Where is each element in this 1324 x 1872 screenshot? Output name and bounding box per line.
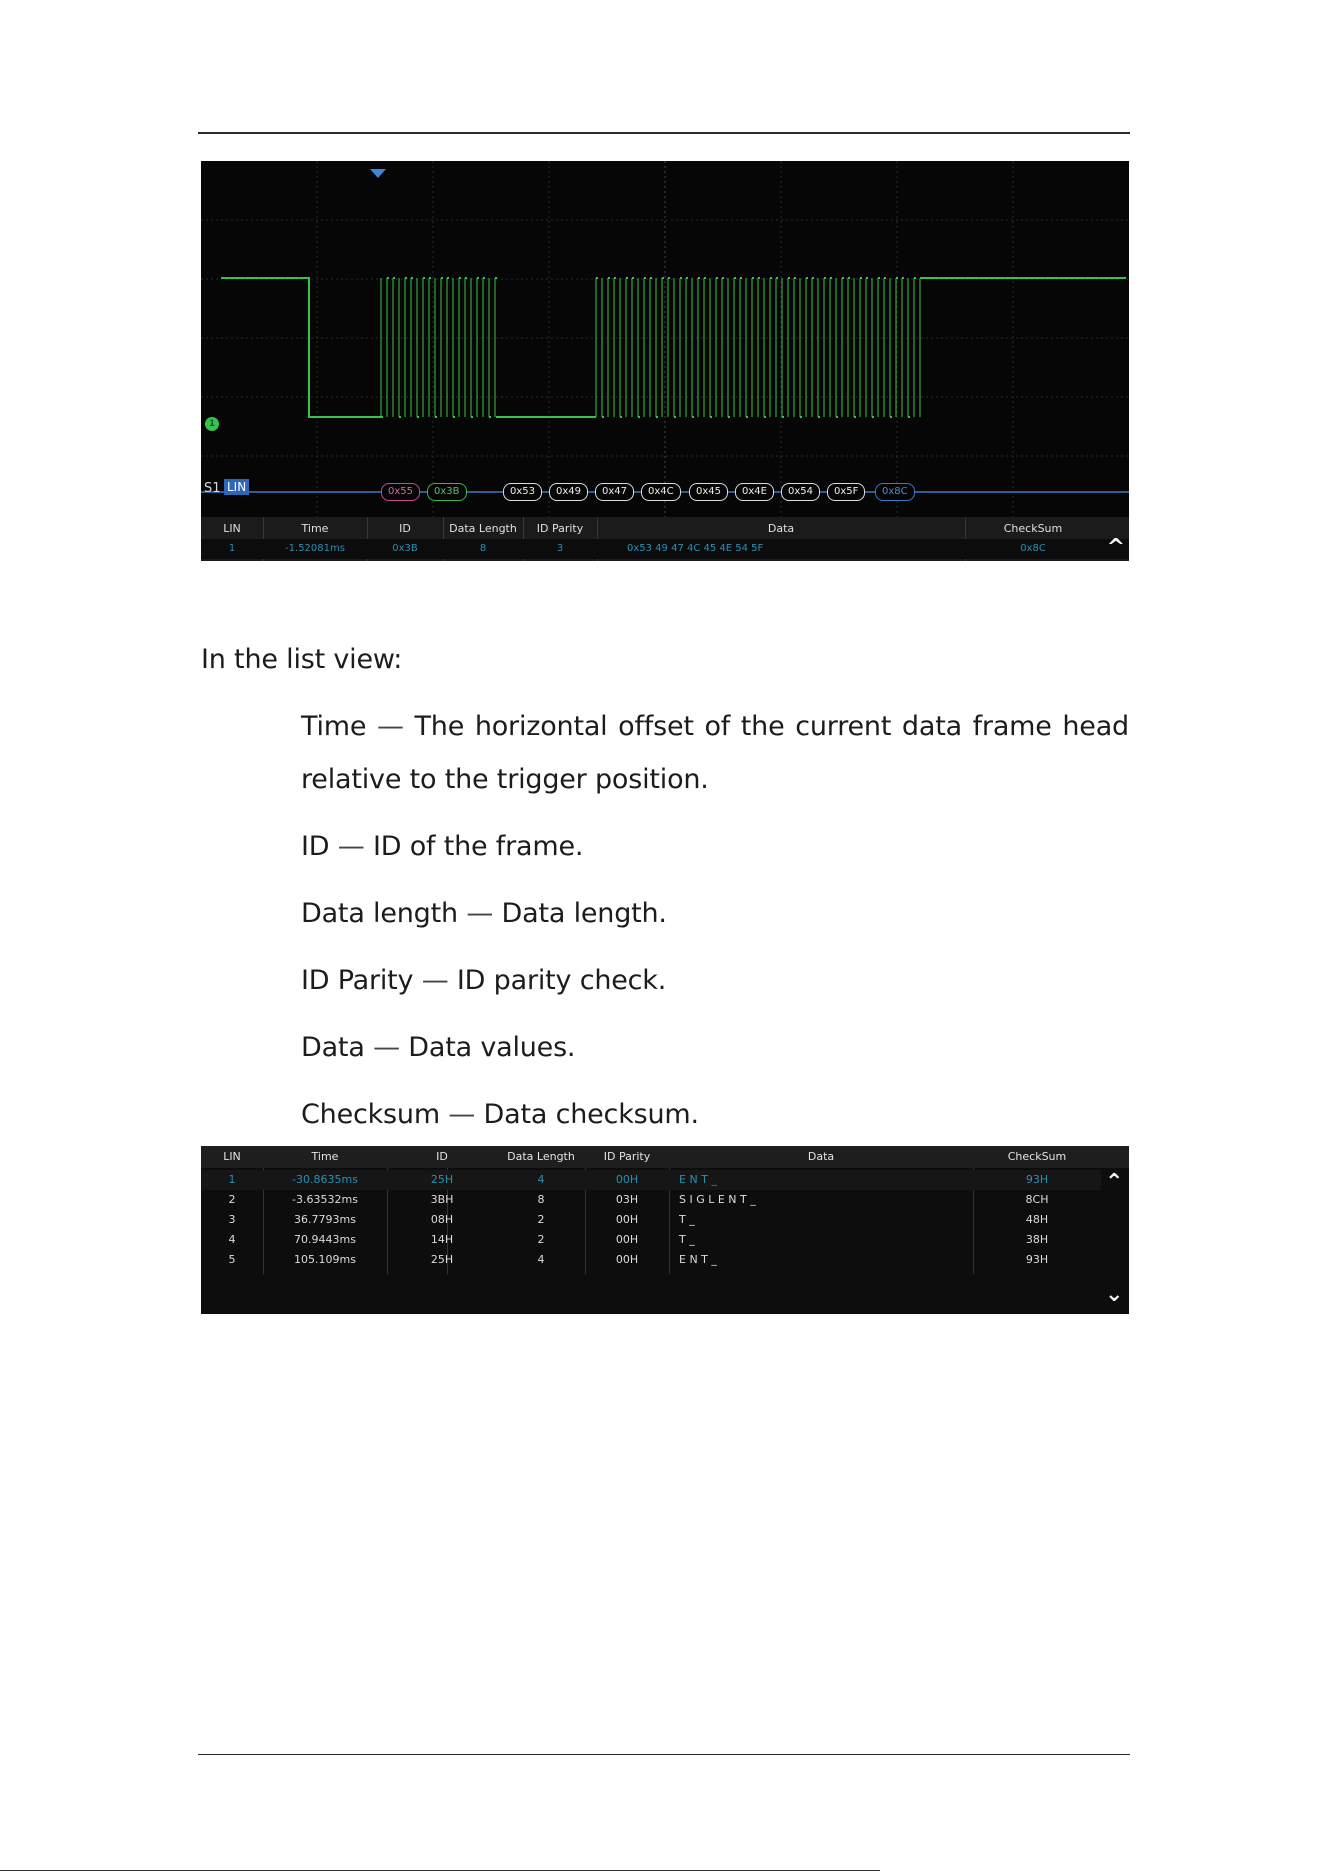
table-cell: 1 xyxy=(228,1173,236,1186)
table-cell: 0x8C xyxy=(1020,543,1046,554)
description: Data values. xyxy=(408,1032,576,1063)
bus-label: S1 xyxy=(204,481,221,496)
table-cell: 00H xyxy=(615,1213,639,1226)
frame-byte-chip: 0x53 xyxy=(503,483,542,501)
footer-rule xyxy=(198,1754,1130,1755)
table-cell: 2 xyxy=(537,1213,545,1226)
column-header: Time xyxy=(301,522,329,535)
definition-checksum xyxy=(301,1099,699,1130)
list-view-header xyxy=(201,1146,1129,1168)
table-cell: 70.9443ms xyxy=(294,1233,356,1246)
frame-byte-chip: 0x4C xyxy=(641,483,681,501)
table-cell: T _ xyxy=(679,1213,695,1226)
table-cell: 8 xyxy=(537,1193,545,1206)
page-bottom-rule xyxy=(0,1870,880,1871)
channel-level-marker[interactable]: 1 xyxy=(205,417,219,431)
waveform-area xyxy=(201,161,1129,517)
frame-byte-chip: 0x54 xyxy=(781,483,820,501)
definition-data xyxy=(301,1032,575,1063)
table-cell: 4 xyxy=(537,1253,545,1266)
column-header: Data xyxy=(807,1150,835,1163)
column-header: LIN xyxy=(223,1150,241,1163)
table-cell: 4 xyxy=(537,1173,545,1186)
description: Data checksum. xyxy=(483,1099,699,1130)
table-row[interactable] xyxy=(201,1170,1101,1190)
table-cell: 25H xyxy=(430,1253,454,1266)
table-cell: 93H xyxy=(1025,1253,1049,1266)
table-cell: 3 xyxy=(228,1213,236,1226)
definition-data-length xyxy=(301,898,667,929)
grid xyxy=(201,161,1129,517)
dash: — xyxy=(421,965,449,996)
decode-table-header xyxy=(201,519,1129,539)
list-scrollbar[interactable] xyxy=(1105,1168,1125,1308)
table-cell: S I G L E N T _ xyxy=(679,1193,756,1206)
table-cell: T _ xyxy=(679,1233,695,1246)
dash: — xyxy=(376,711,404,742)
table-cell: 2 xyxy=(537,1233,545,1246)
table-row[interactable] xyxy=(201,1250,1101,1270)
column-header: ID xyxy=(399,522,411,535)
dash: — xyxy=(373,1032,400,1063)
table-cell: 8CH xyxy=(1025,1193,1049,1206)
table-cell: 105.109ms xyxy=(294,1253,356,1266)
description: ID of the frame. xyxy=(372,831,584,862)
decode-table xyxy=(201,517,1129,561)
table-cell: 8 xyxy=(479,543,487,554)
column-header: ID Parity xyxy=(536,522,584,535)
table-cell: 00H xyxy=(615,1233,639,1246)
dash: — xyxy=(448,1099,476,1130)
term: Data length xyxy=(301,898,458,929)
description: The horizontal offset of the current data frame head xyxy=(414,711,1129,742)
table-cell: 08H xyxy=(430,1213,454,1226)
chevron-down-icon[interactable]: ⌄ xyxy=(1105,1282,1124,1307)
definition-id xyxy=(301,831,583,862)
description: Data length. xyxy=(501,898,667,929)
column-header: Data Length xyxy=(449,522,517,535)
column-header: CheckSum xyxy=(1003,522,1063,535)
table-cell: 38H xyxy=(1025,1233,1049,1246)
dash: — xyxy=(337,831,365,862)
table-row[interactable] xyxy=(201,1210,1101,1230)
frame-byte-chip: 0x8C xyxy=(875,483,915,501)
table-cell: 00H xyxy=(615,1173,639,1186)
table-cell: 0x53 49 47 4C 45 4E 54 5F xyxy=(627,543,764,554)
frame-byte-chip: 0x5F xyxy=(827,483,865,501)
column-header: LIN xyxy=(223,522,241,535)
table-row[interactable] xyxy=(201,535,1129,560)
frame-byte-chip: 0x55 xyxy=(381,483,420,501)
table-cell: 3BH xyxy=(430,1193,454,1206)
column-header: Time xyxy=(311,1150,339,1163)
term: Time xyxy=(301,711,367,742)
lin-signal-trace xyxy=(221,278,1126,417)
frame-byte-chip: 0x45 xyxy=(689,483,728,501)
table-cell: 5 xyxy=(228,1253,236,1266)
table-cell: E N T _ xyxy=(679,1173,717,1186)
column-header: Data Length xyxy=(507,1150,575,1163)
column-header: ID xyxy=(436,1150,448,1163)
term: ID xyxy=(301,831,330,862)
table-cell: -1.52081ms xyxy=(285,543,345,554)
table-row[interactable] xyxy=(201,1190,1101,1210)
table-cell: -30.8635ms xyxy=(292,1173,358,1186)
dash: — xyxy=(466,898,494,929)
table-cell: -3.63532ms xyxy=(292,1193,358,1206)
table-cell: 14H xyxy=(430,1233,454,1246)
table-cell: 25H xyxy=(430,1173,454,1186)
table-cell: E N T _ xyxy=(679,1253,717,1266)
table-row[interactable] xyxy=(201,1230,1101,1250)
term: Data xyxy=(301,1032,365,1063)
intro-line: In the list view: xyxy=(201,644,403,675)
table-cell: 36.7793ms xyxy=(294,1213,356,1226)
frame-byte-chip: 0x3B xyxy=(427,483,467,501)
table-cell: 1 xyxy=(228,543,236,554)
table-cell: 48H xyxy=(1025,1213,1049,1226)
header-rule xyxy=(198,132,1130,134)
description: ID parity check. xyxy=(456,965,667,996)
list-view-table xyxy=(201,1146,1129,1314)
column-header: CheckSum xyxy=(1007,1150,1067,1163)
definition-id-parity xyxy=(301,965,666,996)
table-cell: 00H xyxy=(615,1253,639,1266)
table-cell: 93H xyxy=(1025,1173,1049,1186)
bus-protocol-badge: LIN xyxy=(224,479,249,495)
table-cell: 03H xyxy=(615,1193,639,1206)
column-header: Data xyxy=(767,522,795,535)
chevron-up-icon[interactable]: ^ xyxy=(1106,535,1125,560)
definition-time xyxy=(301,711,1129,742)
term: Checksum xyxy=(301,1099,440,1130)
table-cell: 0x3B xyxy=(392,543,418,554)
column-header: ID Parity xyxy=(603,1150,651,1163)
oscilloscope-screen xyxy=(201,161,1129,561)
frame-byte-chip: 0x47 xyxy=(595,483,634,501)
frame-byte-chip: 0x4E xyxy=(735,483,774,501)
trigger-position-marker[interactable] xyxy=(370,169,386,178)
table-cell: 2 xyxy=(228,1193,236,1206)
frame-byte-chip: 0x49 xyxy=(549,483,588,501)
table-cell: 4 xyxy=(228,1233,236,1246)
term: ID Parity xyxy=(301,965,414,996)
definition-continuation: relative to the trigger position. xyxy=(301,764,709,795)
table-cell: 3 xyxy=(556,543,564,554)
chevron-up-icon[interactable]: ⌃ xyxy=(1105,1170,1124,1195)
